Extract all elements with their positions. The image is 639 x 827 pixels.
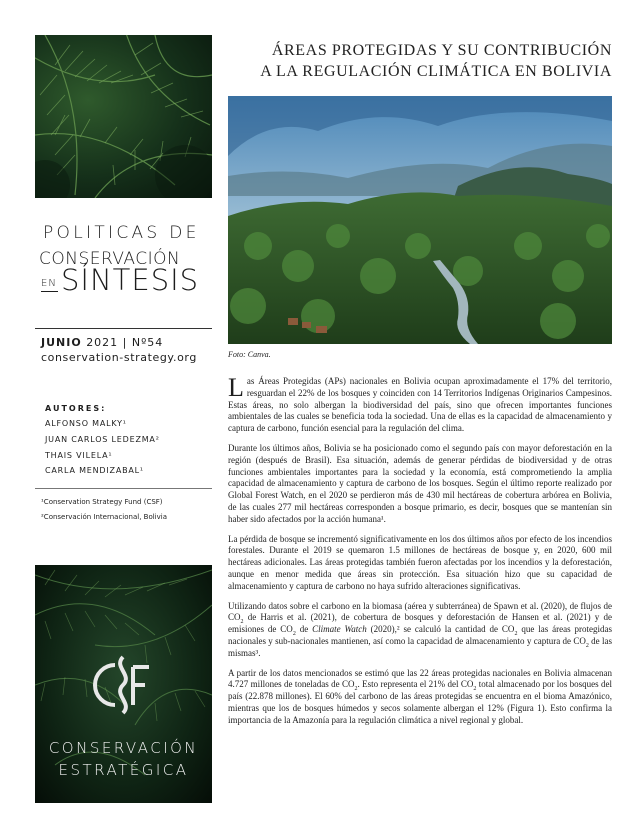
paragraph-text: que las áreas protegidas nacionales y sub-nacionales mantienen, así como la capacidad de almacenamiento y captura de CO: [228, 624, 613, 646]
paragraph-text: as Áreas Protegidas (APs) nacionales en Bolivia ocupan aproximadamente el 17% del territorio, resguardan el 22% de los bosques y coinciden con 14 Territorios Indígenas Originarios Campesinos. Estas áreas, no solo albergan la biodiversidad del país, sino que ofrecen importantes funciones ambientales de las cuales se beneficia toda la sociedad. Una de ellas es la capacidad de almacenamiento y captura de carbono, función esencial para la regulación del clima.: [228, 376, 612, 434]
csf-logo-icon: [93, 653, 155, 717]
author-name: CARLA MENDIZABAL¹: [45, 466, 144, 475]
sidebar: [35, 35, 212, 805]
jungle-background-image: [35, 565, 212, 803]
author-name: THAIS VILELA¹: [45, 451, 113, 460]
title-line2: A LA REGULACIÓN CLIMÁTICA EN BOLIVIA: [260, 63, 612, 80]
paragraph-text: de Harris et al. (2021), de cobertura de bosques y deforestación de Hansen et al. (2021) y de emisiones de CO: [228, 612, 612, 635]
title-line1: ÁREAS PROTEGIDAS Y SU CONTRIBUCIÓN: [271, 42, 612, 59]
author-name: ALFONSO MALKY¹: [45, 419, 127, 428]
paragraph: La pérdida de bosque se incrementó significativamente en los dos últimos años por efecto de los incendios forestales. Durante el 2019 se quemaron 1.5 millones de hectáreas de bosque y, en 2020, 600 mil hectáreas adicionales. Las áreas protegidas también fueron afectadas por los incendios y la deforestación, aunque en menor medida que áreas sin protección. Esa situación hizo que su capacidad de almacenamiento y captura de carbono no haya sufrido alteraciones significativas.: [228, 533, 612, 591]
issue-month: JUNIO: [41, 336, 82, 349]
paragraph: Durante los últimos años, Bolivia se ha posicionado como el segundo país con mayor deforestación en la región (después de Brasil). Esa situación, además de generar pérdidas de biodiversidad y de otras funciones ambientales importantes para la sociedad y la economía, está comprometiendo la amplia capacidad de almacenamiento y captura de carbono de los bosques. Según el último reporte realizado por Global Forest Watch, en el 2020 se perdieron más de 430 mil hectáreas de cobertura arbórea en Bolivia, de las cuales 277 mil hectáreas corresponden a bosque primario, es decir, bosques que se mantenían sin haber sido afectados por la acción humana¹.: [228, 442, 612, 524]
subscript: 2: [292, 630, 296, 637]
rainforest-illustration: [228, 96, 612, 344]
drop-cap: L: [228, 373, 244, 402]
affiliation: ²Conservación Internacional, Bolivia: [41, 513, 167, 521]
paragraph-text: A partir de los datos mencionados se estimó que las 22 áreas protegidas nacionales en Bolivia almacenan 4.727 millones de toneladas de CO: [228, 667, 612, 690]
paragraph: [228, 668, 612, 727]
paragraph-text: de: [295, 624, 313, 635]
paragraph-text: de las mismas³.: [228, 635, 612, 658]
subscript: 2: [354, 686, 358, 693]
subscript: 2: [473, 686, 477, 693]
subscript: 2: [240, 619, 244, 626]
divider: [41, 291, 58, 292]
subscript: 2: [514, 630, 518, 637]
series-title-line1: POLITICAS DE: [43, 223, 200, 243]
affiliation: ¹Conservation Strategy Fund (CSF): [41, 498, 163, 506]
org-name-line1: CONSERVACIÓN: [48, 739, 199, 757]
paragraph-text: Utilizando datos sobre el carbono en la biomasa (aérea y subterránea) de Spawn et al. (2020), de flujos de CO: [228, 600, 612, 623]
paragraph-text: total almacenado por los bosques del país (22.878 millones). El 60% del carbono de las áreas protegidas se encuentra en el bioma Amazónico, mientras que los de bosques húmedos y secos solamente albergan el 12% (Figura 1). Esto confirma la importancia de la Amazonía para la regulación climática a nivel regional y global.: [228, 679, 613, 725]
divider: [35, 328, 212, 329]
article-body: [228, 373, 613, 735]
series-title-en: EN: [41, 278, 57, 289]
org-name-line2: ESTRATÉGICA: [58, 761, 189, 779]
page-title: [232, 40, 612, 82]
issue-number: 2021 | Nº54: [86, 336, 164, 349]
emphasis: Climate Watch: [312, 624, 367, 635]
paragraph-text: . Esto representa el 21% del CO: [357, 679, 474, 690]
series-title-line3: SÍNTESIS: [61, 263, 200, 297]
divider: [35, 488, 212, 489]
subscript: 2: [585, 642, 589, 649]
website-link[interactable]: conservation-strategy.org: [41, 351, 197, 364]
jungle-leaves-image: [35, 35, 212, 198]
series-title-line2: CONSERVACIÓN: [39, 249, 181, 269]
palm-leaves-illustration: [35, 35, 212, 198]
paragraph: [228, 373, 612, 435]
rainforest-photo: [228, 96, 612, 344]
photo-caption: Foto: Canva.: [228, 350, 271, 359]
authors-label: AUTORES:: [45, 404, 107, 413]
issue-info: [41, 336, 163, 349]
paragraph-text: (2020),² se calculó la cantidad de CO: [366, 624, 515, 635]
author-name: JUAN CARLOS LEDEZMA²: [45, 435, 160, 444]
paragraph: [228, 601, 612, 660]
